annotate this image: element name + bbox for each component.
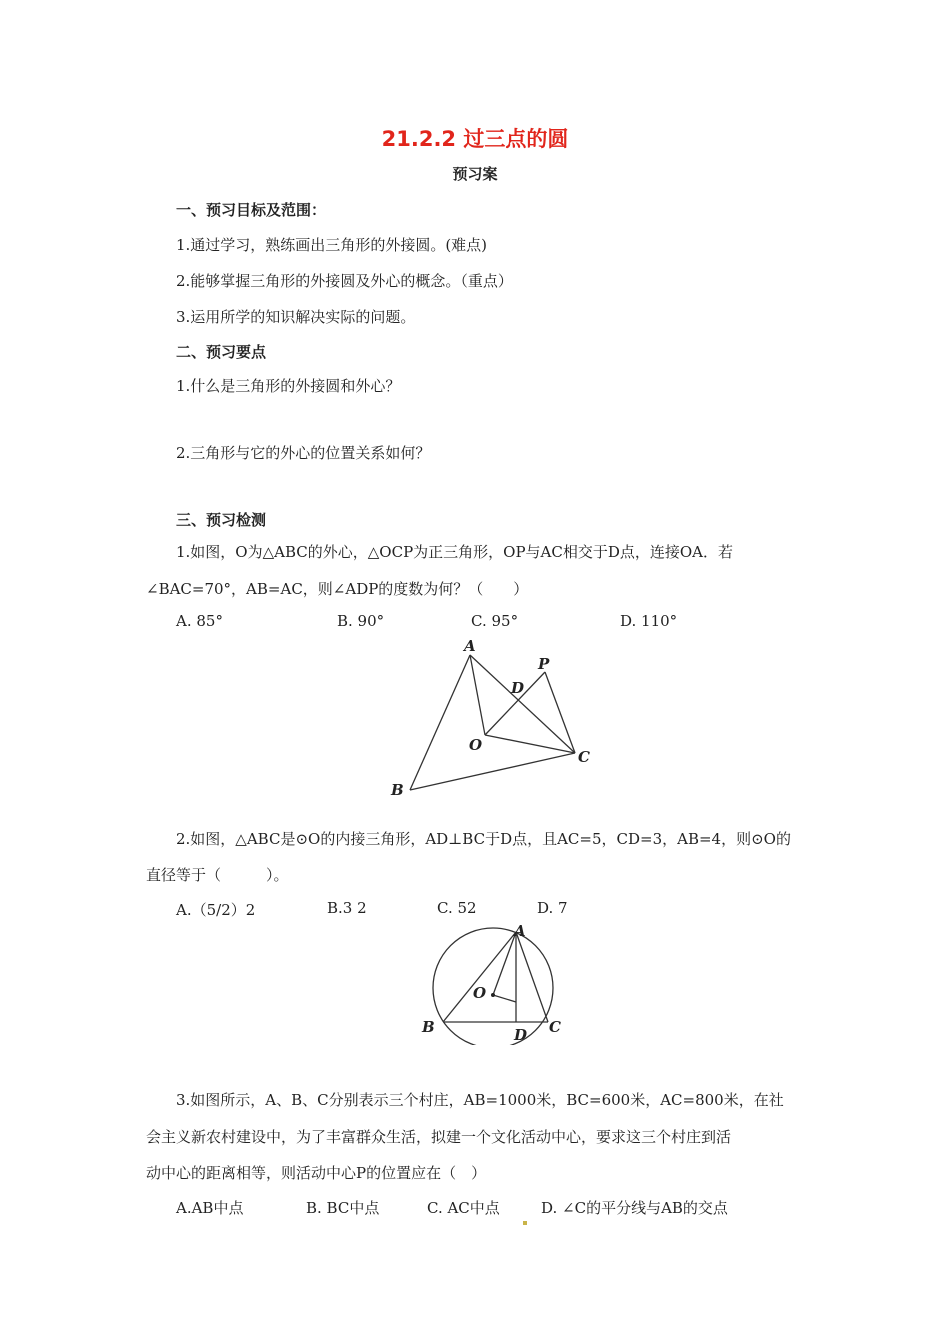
section2-item-2: 2.三角形与它的外心的位置关系如何？	[176, 444, 431, 462]
q3-option-a: A.AB中点	[176, 1199, 244, 1217]
q1-label-p: P	[538, 655, 550, 673]
q2-label-a: A	[514, 922, 526, 940]
q1-line-2: ∠BAC=70°，AB=AC，则∠ADP的度数为何？（ ）	[146, 580, 529, 598]
q3-option-d: D. ∠C的平分线与AB的交点	[541, 1199, 728, 1217]
q3-option-b: B. BC中点	[306, 1199, 380, 1217]
segment-ao	[493, 932, 516, 995]
q1-option-c: C. 95°	[471, 612, 519, 630]
segment-ac	[470, 655, 575, 753]
page-title: 21.2.2 过三点的圆	[381, 127, 569, 151]
q3-line-3: 动中心的距离相等，则活动中心P的位置应在（ ）	[146, 1164, 487, 1182]
q2-option-d: D. 7	[537, 899, 568, 917]
segment-ab	[410, 655, 470, 790]
q1-label-o: O	[469, 736, 483, 754]
segment-ac	[516, 932, 548, 1022]
segment-bc	[410, 753, 575, 790]
q2-label-b: B	[422, 1018, 435, 1036]
section1-item-2: 2.能够掌握三角形的外接圆及外心的概念。（重点）	[176, 272, 513, 290]
q1-label-a: A	[464, 637, 476, 655]
page-subtitle: 预习案	[452, 165, 498, 183]
section3-heading: 三、预习检测	[176, 511, 267, 529]
section2-heading: 二、预习要点	[176, 343, 267, 361]
q3-option-c: C. AC中点	[427, 1199, 500, 1217]
q2-line-1: 2.如图，△ABC是⊙O的内接三角形，AD⊥BC于D点，且AC=5，CD=3，AB=4，则⊙O的	[176, 830, 791, 848]
q1-figure	[385, 635, 600, 805]
segment-o-bc	[493, 995, 516, 1002]
decorative-dot	[521, 1208, 529, 1227]
section1-item-1: 1.通过学习，熟练画出三角形的外接圆。(难点)	[176, 236, 488, 254]
q2-option-b: B.3 2	[327, 899, 367, 917]
q1-label-d: D	[511, 679, 525, 697]
q3-line-1: 3.如图所示，A、B、C分别表示三个村庄，AB=1000米，BC=600米，AC=800米，在社	[176, 1091, 784, 1109]
q1-option-a: A. 85°	[176, 612, 223, 630]
segment-pc	[545, 672, 575, 753]
section2-item-1: 1.什么是三角形的外接圆和外心？	[176, 377, 401, 395]
q2-line-2: 直径等于（ ）。	[146, 866, 289, 884]
center-dot	[491, 993, 495, 997]
q2-option-a: A.（5/2）2	[176, 901, 256, 919]
section1-heading: 一、预习目标及范围：	[176, 201, 327, 219]
q2-figure	[418, 920, 568, 1045]
q1-option-b: B. 90°	[337, 612, 385, 630]
q3-line-2: 会主义新农村建设中，为了丰富群众生活，拟建一个文化活动中心，要求这三个村庄到活	[146, 1128, 732, 1146]
segment-oc	[485, 735, 575, 753]
section1-item-3: 3.运用所学的知识解决实际的问题。	[176, 308, 416, 326]
q1-label-b: B	[391, 781, 404, 799]
q2-label-o: O	[473, 984, 487, 1002]
q1-line-1: 1.如图，O为△ABC的外心，△OCP为正三角形，OP与AC相交于D点，连接OA．若	[176, 543, 734, 561]
segment-ab	[443, 932, 516, 1022]
q2-label-c: C	[549, 1018, 561, 1036]
q1-label-c: C	[578, 748, 590, 766]
q2-label-d: D	[514, 1026, 528, 1044]
q2-option-c: C. 52	[437, 899, 477, 917]
q1-option-d: D. 110°	[620, 612, 678, 630]
